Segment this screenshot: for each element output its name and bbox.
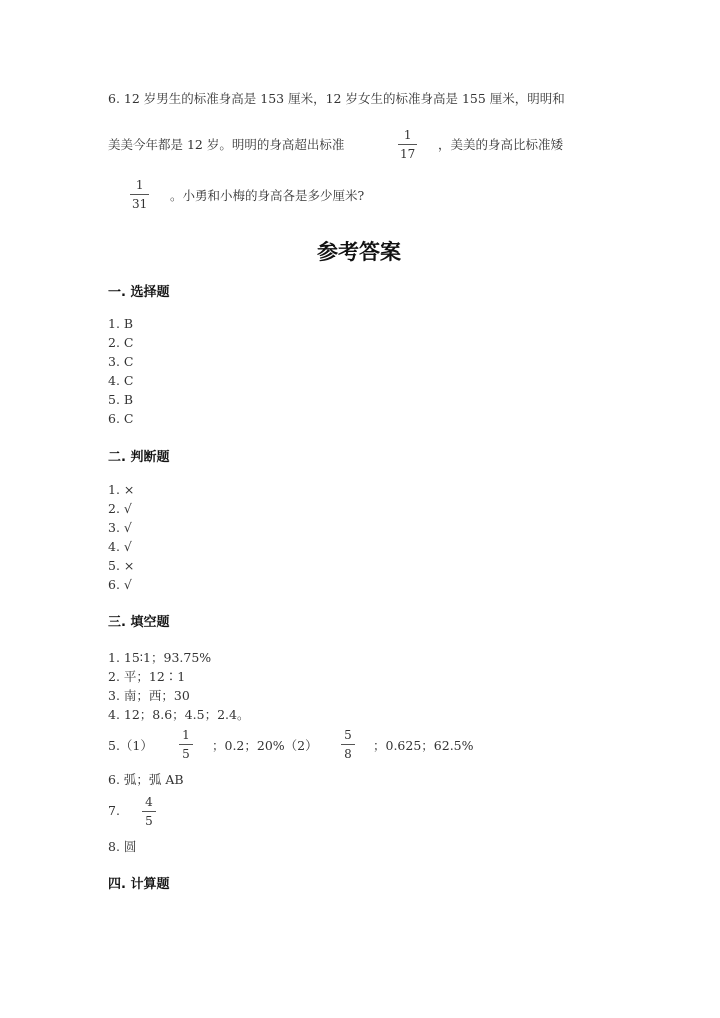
- answer-item-7-label: 7.: [108, 803, 120, 818]
- answer-item: 5. B: [108, 392, 134, 407]
- section-title-judge: 二. 判断题: [108, 450, 170, 465]
- answer-item: 5. ×: [108, 558, 135, 573]
- section-title-choice: 一. 选择题: [108, 285, 170, 300]
- fraction-bar: [341, 744, 355, 745]
- fraction-bar: [130, 194, 149, 195]
- fraction-4-5: [142, 796, 156, 827]
- fraction-numerator: 1: [403, 128, 412, 142]
- fraction-denominator: 31: [132, 197, 148, 211]
- question-line-3: 。小勇和小梅的身高各是多少厘米?: [170, 188, 365, 203]
- fraction-denominator: 5: [145, 814, 153, 828]
- fraction-bar: [179, 744, 193, 745]
- answer-item: 3. C: [108, 354, 134, 369]
- answer-item: 6. C: [108, 411, 134, 426]
- fraction-1-31: [130, 179, 149, 210]
- fraction-bar: [398, 144, 417, 145]
- answer-item: 2. 平；12∶1: [108, 669, 186, 684]
- fraction-5-8: [341, 729, 355, 760]
- answer-item: 6. √: [108, 577, 132, 592]
- answer-item-5-tail: ；0.625；62.5%: [373, 738, 474, 753]
- question-line-2b: ，美美的身高比标准矮: [438, 137, 564, 152]
- answer-item: 2. C: [108, 335, 134, 350]
- fraction-denominator: 17: [400, 147, 416, 161]
- answer-title: 参考答案: [317, 240, 401, 264]
- answer-item: 6. 弧；弧 AB: [108, 772, 184, 787]
- answer-item: 3. 南；西；30: [108, 688, 190, 703]
- answer-item: 1. ×: [108, 482, 135, 497]
- answer-item: 1. 15∶1；93.75%: [108, 650, 212, 665]
- fraction-numerator: 1: [182, 728, 190, 742]
- fraction-numerator: 5: [344, 728, 352, 742]
- answer-item: 4. √: [108, 539, 132, 554]
- fraction-denominator: 8: [344, 747, 352, 761]
- answer-item: 8. 圆: [108, 839, 137, 854]
- answer-item: 4. C: [108, 373, 134, 388]
- answer-item: 3. √: [108, 520, 132, 535]
- fraction-bar: [142, 811, 156, 812]
- question-line-2a: 美美今年都是 12 岁。明明的身高超出标准: [108, 137, 345, 152]
- answer-item-5-label: 5.（1）: [108, 738, 153, 753]
- question-line-1: 6. 12 岁男生的标准身高是 153 厘米，12 岁女生的标准身高是 155 厘米，明明和: [108, 91, 565, 106]
- fraction-numerator: 4: [145, 795, 153, 809]
- fraction-1-17: [398, 129, 417, 160]
- answer-item-5-mid: ；0.2；20%（2）: [212, 738, 318, 753]
- fraction-numerator: 1: [135, 178, 144, 192]
- answer-item: 4. 12；8.6；4.5；2.4。: [108, 707, 250, 722]
- section-title-calc: 四. 计算题: [108, 877, 170, 892]
- answer-item: 1. B: [108, 316, 134, 331]
- fraction-denominator: 5: [182, 747, 190, 761]
- section-title-fill: 三. 填空题: [108, 615, 170, 630]
- fraction-1-5: [179, 729, 193, 760]
- answer-item: 2. √: [108, 501, 132, 516]
